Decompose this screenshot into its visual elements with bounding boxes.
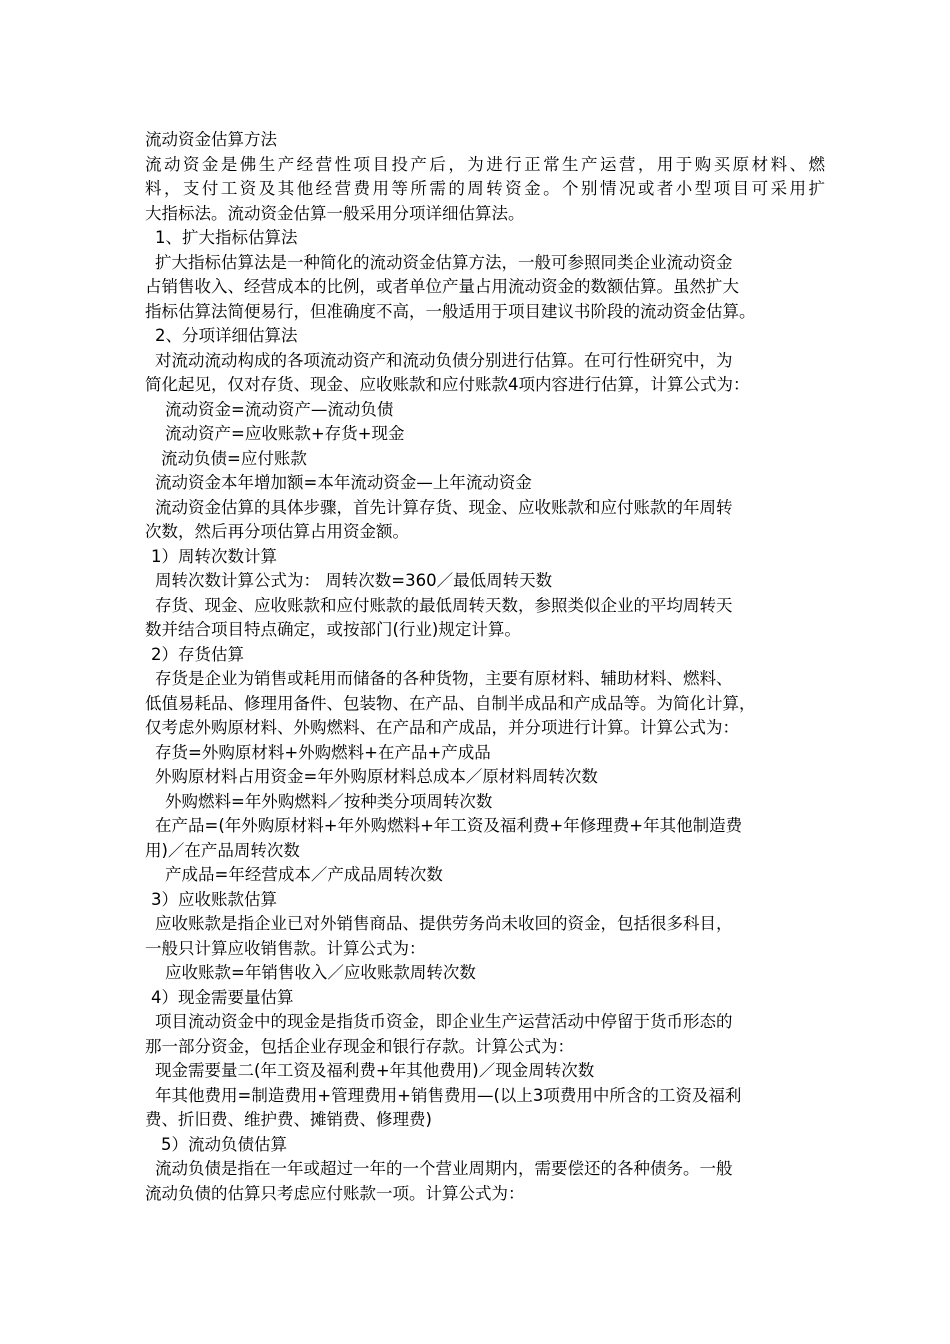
text-line: 低值易耗品、修理用备件、包装物、在产品、自制半成品和产成品等。为简化计算， <box>145 693 756 713</box>
text-line: 存货、现金、应收账款和应付账款的最低周转天数，参照类似企业的平均周转天 <box>155 595 733 615</box>
document-body <box>145 128 825 1206</box>
text-line: 费、折旧费、维护费、摊销费、修理费) <box>145 1110 432 1129</box>
text-line: 周转次数计算公式为： 周转次数=360／最低周转天数 <box>155 571 553 590</box>
text-line: 年其他费用=制造费用+管理费用+销售费用—(以上3项费用中所含的工资及福利 <box>155 1085 742 1105</box>
text-line: 存货是企业为销售或耗用而储备的各种货物，主要有原材料、辅助材料、燃料、 <box>155 669 733 688</box>
text-line: 5）流动负债估算 <box>161 1134 287 1154</box>
text-line: 流动资产=应收账款+存货+现金 <box>165 424 405 443</box>
text-line: 大指标法。流动资金估算一般采用分项详细估算法。 <box>145 203 525 223</box>
document-title: 流动资金估算方法 <box>145 130 277 149</box>
text-line: 用)／在产品周转次数 <box>145 840 300 860</box>
text-line: 占销售收入、经营成本的比例，或者单位产量占用流动资金的数额估算。虽然扩大 <box>145 277 739 296</box>
text-line: 产成品=年经营成本／产成品周转次数 <box>165 865 443 884</box>
text-line: 流动资金估算的具体步骤，首先计算存货、现金、应收账款和应付账款的年周转 <box>155 497 733 517</box>
text-line: 一般只计算应收销售款。计算公式为： <box>145 938 426 958</box>
text-line: 流动资金本年增加额=本年流动资金—上年流动资金 <box>155 473 532 492</box>
text-line: 1）周转次数计算 <box>151 546 277 566</box>
text-line: 简化起见，仅对存货、现金、应收账款和应付账款4项内容进行估算，计算公式为： <box>145 375 750 394</box>
text-line: 流动负债的估算只考虑应付账款一项。计算公式为： <box>145 1183 525 1203</box>
text-line: 流动负债是指在一年或超过一年的一个营业周期内，需要偿还的各种债务。一般 <box>155 1159 733 1178</box>
text-line: 在产品=(年外购原材料+年外购燃料+年工资及福利费+年修理费+年其他制造费 <box>155 816 743 835</box>
text-line: 外购原材料占用资金=年外购原材料总成本／原材料周转次数 <box>155 767 598 786</box>
text-line: 对流动流动构成的各项流动资产和流动负债分别进行估算。在可行性研究中，为 <box>155 350 733 370</box>
text-line: 那一部分资金，包括企业存现金和银行存款。计算公式为： <box>145 1036 574 1056</box>
text-line: 指标估算法简便易行，但准确度不高，一般适用于项目建议书阶段的流动资金估算。 <box>145 301 756 321</box>
text-line: 外购燃料=年外购燃料／按种类分项周转次数 <box>165 791 493 811</box>
text-line: 料，支付工资及其他经营费用等所需的周转资金。个别情况或者小型项目可采用扩 <box>145 179 825 198</box>
text-line: 4）现金需要量估算 <box>151 987 294 1007</box>
text-line: 流动资金=流动资产—流动负债 <box>165 399 394 419</box>
text-line: 流动负债=应付账款 <box>161 448 307 468</box>
text-line: 数并结合项目特点确定，或按部门(行业)规定计算。 <box>145 620 521 639</box>
text-line: 2）存货估算 <box>151 644 244 664</box>
text-line: 现金需要量二(年工资及福利费+年其他费用)／现金周转次数 <box>155 1061 595 1080</box>
text-line: 次数，然后再分项估算占用资金额。 <box>145 522 409 541</box>
text-line: 1、扩大指标估算法 <box>155 228 298 247</box>
text-line: 3）应收账款估算 <box>151 889 277 909</box>
text-line: 应收账款=年销售收入／应收账款周转次数 <box>165 963 476 982</box>
text-line: 扩大指标估算法是一种简化的流动资金估算方法，一般可参照同类企业流动资金 <box>155 252 733 272</box>
text-line: 仅考虑外购原材料、外购燃料、在产品和产成品，并分项进行计算。计算公式为： <box>145 718 739 737</box>
text-line: 2、分项详细估算法 <box>155 326 298 345</box>
text-line: 存货=外购原材料+外购燃料+在产品+产成品 <box>155 742 491 762</box>
text-line: 应收账款是指企业已对外销售商品、提供劳务尚未收回的资金，包括很多科目， <box>155 914 733 933</box>
text-line: 项目流动资金中的现金是指货币资金，即企业生产运营活动中停留于货币形态的 <box>155 1012 733 1031</box>
text-line: 流动资金是佛生产经营性项目投产后，为进行正常生产运营，用于购买原材料、燃 <box>145 154 825 174</box>
